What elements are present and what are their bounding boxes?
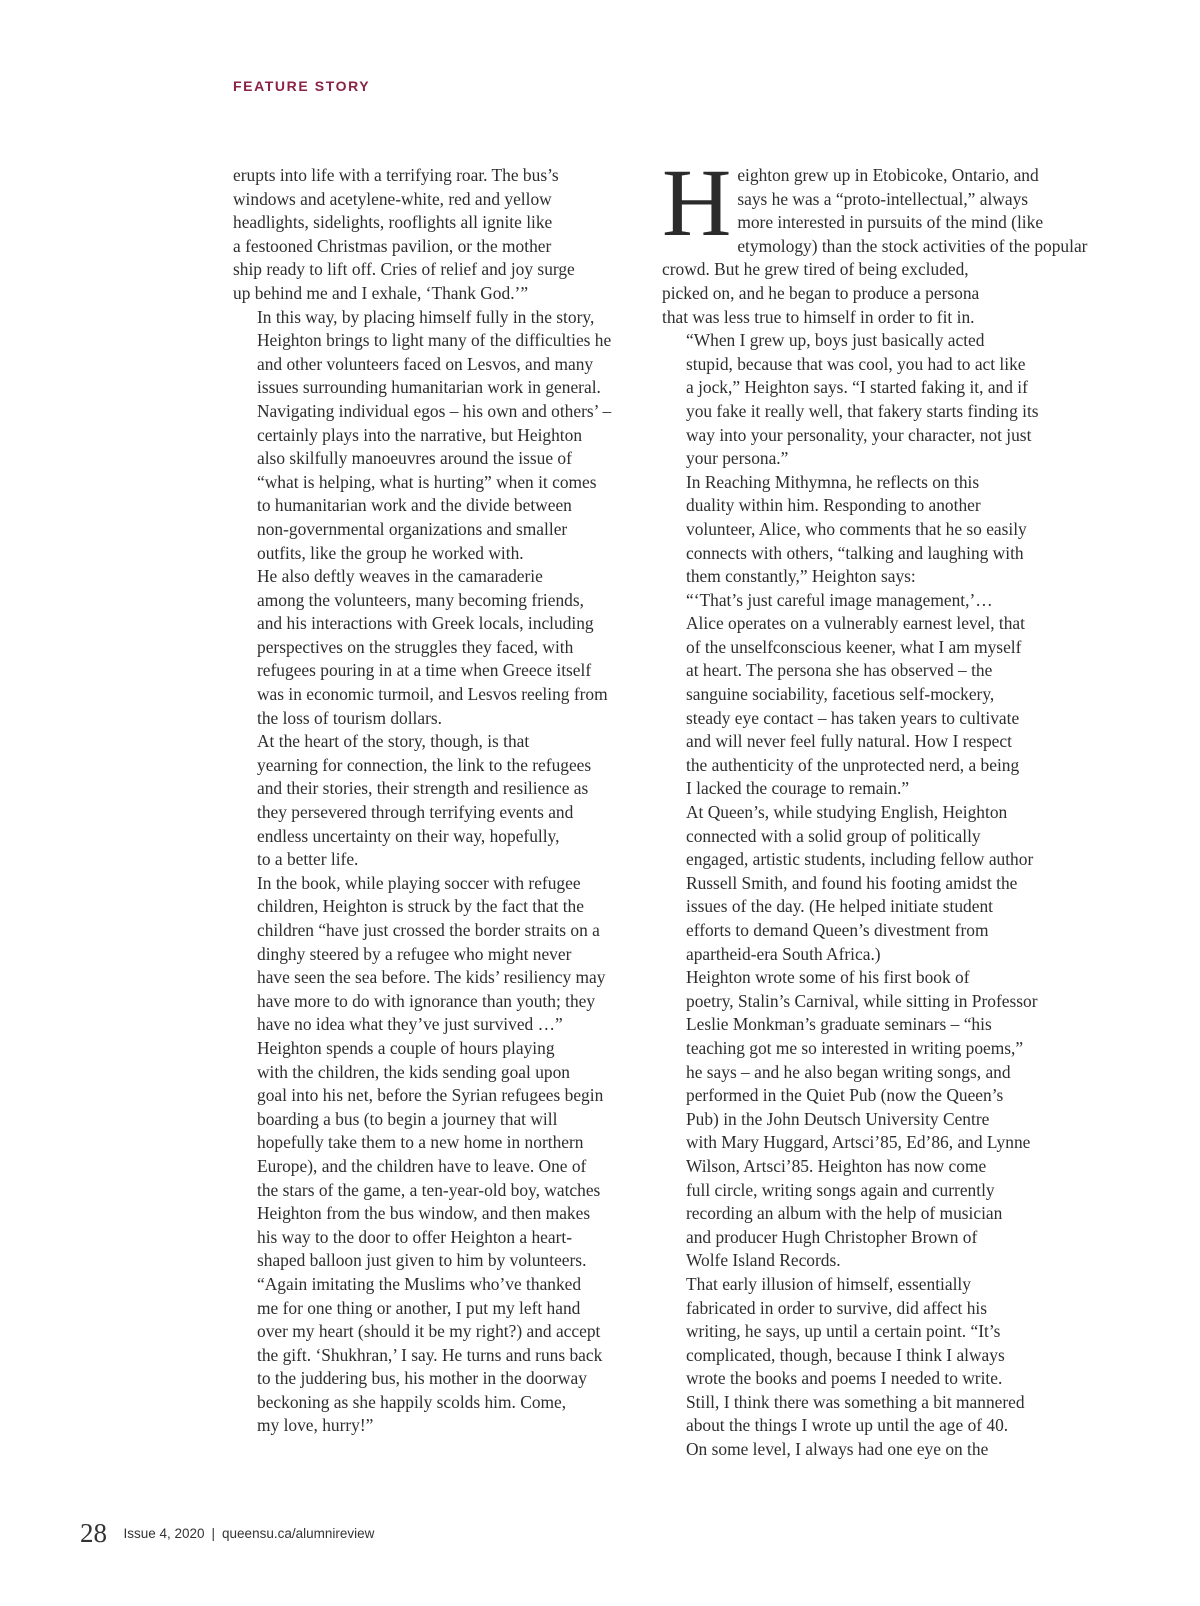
text-line: complicated, though, because I think I always (686, 1344, 1005, 1365)
text-line: “what is helping, what is hurting” when it comes (257, 471, 597, 492)
text-line: that was less true to himself in order to fit in. (662, 306, 975, 327)
text-line: stupid, because that was cool, you had to act like (686, 353, 1026, 374)
paragraph (233, 306, 665, 566)
text-line: Wolfe Island Records. (686, 1250, 841, 1271)
text-line: “Again imitating the Muslims who’ve thanked (257, 1273, 582, 1294)
text-line: issues of the day. (He helped initiate student (686, 896, 993, 917)
text-line: and their stories, their strength and resilience as (257, 778, 589, 799)
text-line: apartheid-era South Africa.) (686, 943, 881, 964)
text-line: Pub) in the John Deutsch University Centre (686, 1108, 990, 1129)
text-line: boarding a bus (to begin a journey that will (257, 1108, 558, 1129)
text-line: says he was a “proto-intellectual,” always (737, 188, 1029, 209)
text-line: windows and acetylene-white, red and yellow (233, 188, 552, 209)
text-line: and his interactions with Greek locals, including (257, 613, 594, 634)
text-line: have more to do with ignorance than youth; they (257, 990, 596, 1011)
paragraph (233, 872, 665, 1037)
text-line: up behind me and I exhale, ‘Thank God.’” (233, 282, 529, 303)
text-line: I lacked the courage to remain.” (686, 778, 910, 799)
text-line: outfits, like the group he worked with. (257, 542, 524, 563)
text-line: hopefully take them to a new home in northern (257, 1132, 584, 1153)
text-line: Navigating individual egos – his own and others’ – (257, 400, 612, 421)
text-line: At Queen’s, while studying English, Heighton (686, 802, 1008, 823)
text-line: my love, hurry!” (257, 1415, 374, 1436)
paragraph (662, 471, 1125, 589)
text-line: over my heart (should it be my right?) and accept (257, 1321, 601, 1342)
text-line: connected with a solid group of politically (686, 825, 981, 846)
article-column-right (662, 149, 1125, 1462)
text-line: way into your personality, your character, not just (686, 424, 1032, 445)
text-line: Alice operates on a vulnerably earnest level, that (686, 613, 1025, 634)
text-line: have no idea what they’ve just survived …” (257, 1014, 563, 1035)
text-line: more interested in pursuits of the mind (like (737, 212, 1044, 233)
text-line: about the things I wrote up until the age of 40. (686, 1415, 1009, 1436)
text-line: among the volunteers, many becoming friends, (257, 589, 584, 610)
text-line: poetry, Stalin’s Carnival, while sitting in Professor (686, 990, 1038, 1011)
text-line: picked on, and he began to produce a persona (662, 282, 980, 303)
text-line: a jock,” Heighton says. “I started faking it, and if (686, 377, 1028, 398)
text-line: connects with others, “talking and laughing with (686, 542, 1024, 563)
paragraph (662, 589, 1125, 801)
text-line: also skilfully manoeuvres around the issue of (257, 448, 572, 469)
text-line: children “have just crossed the border straits on a (257, 920, 600, 940)
text-line: erupts into life with a terrifying roar. The bus’s (233, 165, 559, 185)
paragraph (662, 149, 1125, 329)
article-column-left (233, 164, 665, 1438)
text-line: dinghy steered by a refugee who might never (257, 943, 572, 964)
drop-cap: H (662, 149, 732, 256)
text-line: duality within him. Responding to another (686, 495, 981, 516)
issue-label: Issue 4, 2020 (123, 1526, 205, 1541)
text-line: the gift. ‘Shukhran,’ I say. He turns and runs back (257, 1344, 603, 1365)
text-line: yearning for connection, the link to the refugees (257, 754, 592, 775)
text-line: refugees pouring in at a time when Greece itself (257, 660, 592, 681)
text-line: was in economic turmoil, and Lesvos reeling from (257, 684, 608, 705)
paragraph (662, 801, 1125, 966)
text-line: Russell Smith, and found his footing amidst the (686, 872, 1018, 893)
text-line: In this way, by placing himself fully in the story, (257, 306, 595, 327)
text-line: to a better life. (257, 849, 359, 870)
text-line: Heighton from the bus window, and then makes (257, 1203, 591, 1224)
text-line: perspectives on the struggles they faced, with (257, 636, 574, 657)
text-line: “When I grew up, boys just basically acted (686, 330, 985, 351)
paragraph (233, 730, 665, 872)
text-line: He also deftly weaves in the camaraderie (257, 566, 543, 587)
text-line: and other volunteers faced on Lesvos, and many (257, 353, 594, 374)
paragraph (233, 565, 665, 730)
text-line: Heighton wrote some of his first book of (686, 967, 970, 988)
text-line: eighton grew up in Etobicoke, Ontario, and (737, 165, 1039, 185)
text-line: issues surrounding humanitarian work in general. (257, 377, 601, 398)
text-line: Heighton spends a couple of hours playing (257, 1037, 555, 1058)
text-line: of the unselfconscious keener, what I am myself (686, 636, 1022, 657)
text-line: beckoning as she happily scolds him. Come, (257, 1391, 567, 1412)
text-line: wrote the books and poems I needed to write. (686, 1368, 1003, 1389)
page-footer (80, 1518, 374, 1549)
text-line: me for one thing or another, I put my left hand (257, 1297, 581, 1318)
text-line: to humanitarian work and the divide between (257, 495, 572, 516)
text-line: with Mary Huggard, Artsci’85, Ed’86, and Lynne (686, 1132, 1031, 1153)
text-line: he says – and he also began writing songs, and (686, 1061, 1011, 1082)
text-line: writing, he says, up until a certain point. “It’s (686, 1321, 1001, 1342)
section-label: FEATURE STORY (233, 78, 371, 94)
text-line: headlights, sidelights, rooflights all ignite like (233, 212, 553, 233)
text-line: steady eye contact – has taken years to cultivate (686, 707, 1020, 728)
text-line: full circle, writing songs again and currently (686, 1179, 995, 1200)
text-line: the stars of the game, a ten-year-old boy, watches (257, 1179, 601, 1200)
text-line: shaped balloon just given to him by volunteers. (257, 1250, 587, 1271)
text-line: your persona.” (686, 448, 789, 469)
text-line: sanguine sociability, facetious self-mockery, (686, 684, 995, 705)
text-line: and will never feel fully natural. How I respect (686, 731, 1012, 752)
paragraph (233, 164, 665, 306)
text-line: and producer Hugh Christopher Brown of (686, 1226, 978, 1247)
paragraph (662, 966, 1125, 1273)
text-line: Heighton brings to light many of the difficulties he (257, 330, 612, 351)
text-line: Leslie Monkman’s graduate seminars – “his (686, 1014, 992, 1035)
footer-url-link[interactable]: queensu.ca/alumnireview (222, 1526, 375, 1541)
footer-separator: | (211, 1526, 216, 1541)
paragraph (662, 1273, 1125, 1462)
text-line: non-governmental organizations and smaller (257, 518, 568, 539)
text-line: engaged, artistic students, including fellow author (686, 849, 1034, 870)
text-line: “‘That’s just careful image management,’… (686, 589, 993, 610)
text-line: teaching got me so interested in writing poems,” (686, 1037, 1024, 1058)
text-line: performed in the Quiet Pub (now the Queen’s (686, 1085, 1004, 1106)
text-line: his way to the door to offer Heighton a heart- (257, 1226, 573, 1247)
text-line: etymology) than the stock activities of the popular (737, 235, 1088, 256)
text-line: goal into his net, before the Syrian refugees begin (257, 1085, 604, 1106)
text-line: certainly plays into the narrative, but Heighton (257, 424, 583, 445)
text-line: they persevered through terrifying events and (257, 802, 574, 823)
text-line: endless uncertainty on their way, hopefully, (257, 825, 560, 846)
text-line: efforts to demand Queen’s divestment from (686, 920, 989, 940)
paragraph (233, 1273, 665, 1438)
text-line: have seen the sea before. The kids’ resiliency may (257, 967, 606, 988)
text-line: with the children, the kids sending goal upon (257, 1061, 570, 1082)
paragraph (662, 329, 1125, 471)
text-line: At the heart of the story, though, is that (257, 731, 530, 752)
text-line: ship ready to lift off. Cries of relief and joy surge (233, 259, 575, 280)
text-line: volunteer, Alice, who comments that he so easily (686, 518, 1027, 539)
text-line: the authenticity of the unprotected nerd, a being (686, 754, 1020, 775)
text-line: fabricated in order to survive, did affect his (686, 1297, 988, 1318)
text-line: Europe), and the children have to leave. One of (257, 1155, 587, 1176)
text-line: Wilson, Artsci’85. Heighton has now come (686, 1155, 987, 1176)
text-line: a festooned Christmas pavilion, or the mother (233, 235, 552, 256)
paragraph (233, 1037, 665, 1273)
text-line: to the juddering bus, his mother in the doorway (257, 1368, 587, 1389)
text-line: children, Heighton is struck by the fact that the (257, 896, 584, 917)
text-line: the loss of tourism dollars. (257, 707, 443, 728)
text-line: In Reaching Mithymna, he reflects on this (686, 471, 980, 492)
text-line: recording an album with the help of musician (686, 1203, 1003, 1224)
text-line: On some level, I always had one eye on the (686, 1439, 989, 1460)
text-line: at heart. The persona she has observed – the (686, 660, 993, 681)
text-line: them constantly,” Heighton says: (686, 566, 916, 587)
text-line: you fake it really well, that fakery starts finding its (686, 400, 1039, 421)
text-line: In the book, while playing soccer with refugee (257, 872, 581, 893)
text-line: Still, I think there was something a bit mannered (686, 1391, 1025, 1412)
page-number: 28 (80, 1518, 107, 1548)
text-line: That early illusion of himself, essentially (686, 1273, 971, 1294)
text-line: crowd. But he grew tired of being excluded, (662, 259, 969, 280)
